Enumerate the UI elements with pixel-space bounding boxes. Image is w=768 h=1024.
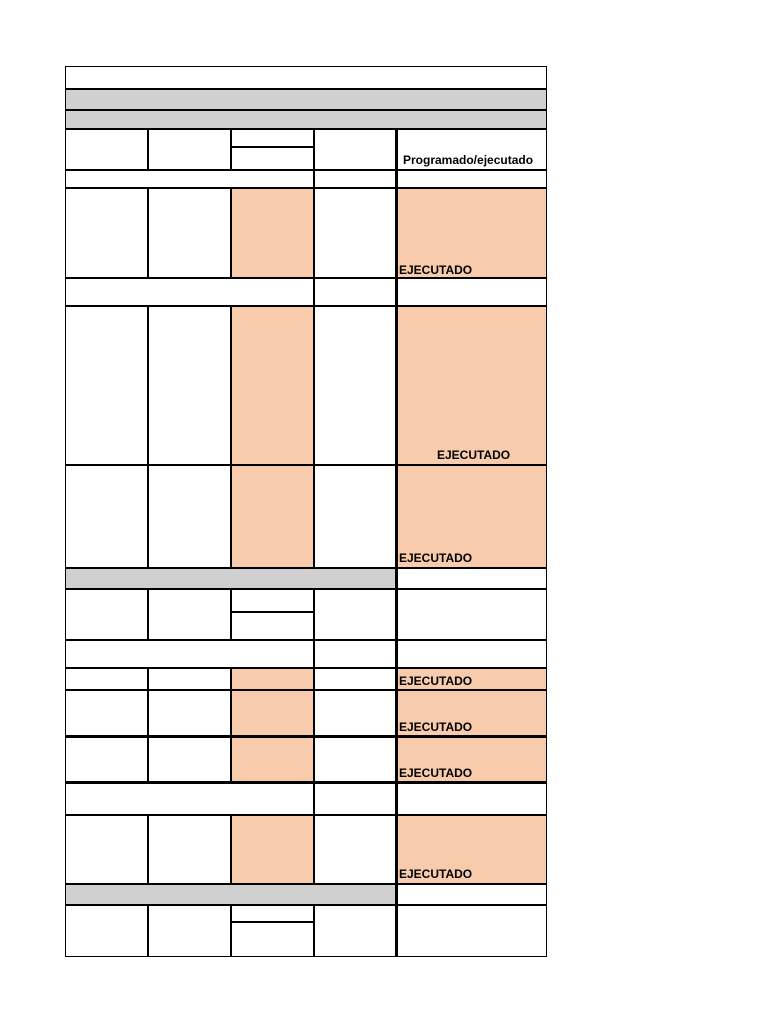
spacer-3-mid (314, 782, 396, 815)
row-g-col1 (65, 815, 148, 884)
row-d-col2 (148, 668, 231, 690)
header3-col3-bottom (231, 922, 314, 957)
status-label: EJECUTADO (399, 766, 473, 780)
header3-status (396, 905, 547, 957)
spacer-2-mid (314, 640, 396, 668)
row-e-col4 (314, 690, 396, 736)
subheader-mid (314, 170, 396, 188)
status-label: EJECUTADO (399, 674, 473, 688)
status-label: EJECUTADO (399, 867, 473, 881)
row-g-status (396, 815, 547, 884)
header3-col4 (314, 905, 396, 957)
row-a-status (396, 188, 547, 278)
section-bar-4 (65, 884, 396, 905)
row-b-col4 (314, 306, 396, 465)
spacer-2-status (396, 640, 547, 668)
row-e-col2 (148, 690, 231, 736)
row-c-status (396, 465, 547, 568)
section-bar-3-status (396, 568, 547, 589)
header3-col3-top (231, 905, 314, 922)
row-b-col2 (148, 306, 231, 465)
header2-col4 (314, 589, 396, 640)
row-c-col1 (65, 465, 148, 568)
header2-col1 (65, 589, 148, 640)
spacer-3-left (65, 782, 314, 815)
row-d-status (396, 668, 547, 690)
section-bar-1 (65, 89, 547, 110)
status-column-label: Programado/ejecutado (403, 153, 534, 167)
spacer-3-status (396, 782, 547, 815)
row-f-col1 (65, 736, 148, 782)
spacer-1-left (65, 278, 314, 306)
row-b-col1 (65, 306, 148, 465)
section-bar-2 (65, 110, 547, 129)
col-header-3-bottom (231, 147, 314, 170)
row-f-status (396, 736, 547, 782)
row-a-col1 (65, 188, 148, 278)
spacer-1-status (396, 278, 547, 306)
row-f-col4 (314, 736, 396, 782)
row-a-col4 (314, 188, 396, 278)
row-d-col3 (231, 668, 314, 690)
row-b-col3 (231, 306, 314, 465)
row-g-col2 (148, 815, 231, 884)
row-b-status (396, 306, 547, 465)
row-c-col3 (231, 465, 314, 568)
row-e-col1 (65, 690, 148, 736)
row-f-col3 (231, 736, 314, 782)
status-label: EJECUTADO (437, 448, 511, 462)
spacer-1-mid (314, 278, 396, 306)
header2-col2 (148, 589, 231, 640)
row-d-col4 (314, 668, 396, 690)
header2-col3-bottom (231, 612, 314, 640)
title-row (65, 66, 547, 89)
col-header-2 (148, 129, 231, 170)
row-g-col4 (314, 815, 396, 884)
header3-col1 (65, 905, 148, 957)
row-c-col2 (148, 465, 231, 568)
status-label: EJECUTADO (399, 551, 473, 565)
spacer-2-left (65, 640, 314, 668)
row-a-col2 (148, 188, 231, 278)
subheader-status (396, 170, 547, 188)
status-label: EJECUTADO (399, 263, 473, 277)
subheader-left (65, 170, 314, 188)
row-d-col1 (65, 668, 148, 690)
col-header-status (396, 129, 547, 170)
section-bar-4-status (396, 884, 547, 905)
header2-col3-top (231, 589, 314, 612)
header2-status (396, 589, 547, 640)
row-e-col3 (231, 690, 314, 736)
row-g-col3 (231, 815, 314, 884)
header3-col2 (148, 905, 231, 957)
section-bar-3 (65, 568, 396, 589)
row-a-col3 (231, 188, 314, 278)
status-label: EJECUTADO (399, 720, 473, 734)
col-header-4 (314, 129, 396, 170)
col-header-3-top (231, 129, 314, 147)
col-header-1 (65, 129, 148, 170)
row-f-col2 (148, 736, 231, 782)
row-c-col4 (314, 465, 396, 568)
row-e-status (396, 690, 547, 736)
